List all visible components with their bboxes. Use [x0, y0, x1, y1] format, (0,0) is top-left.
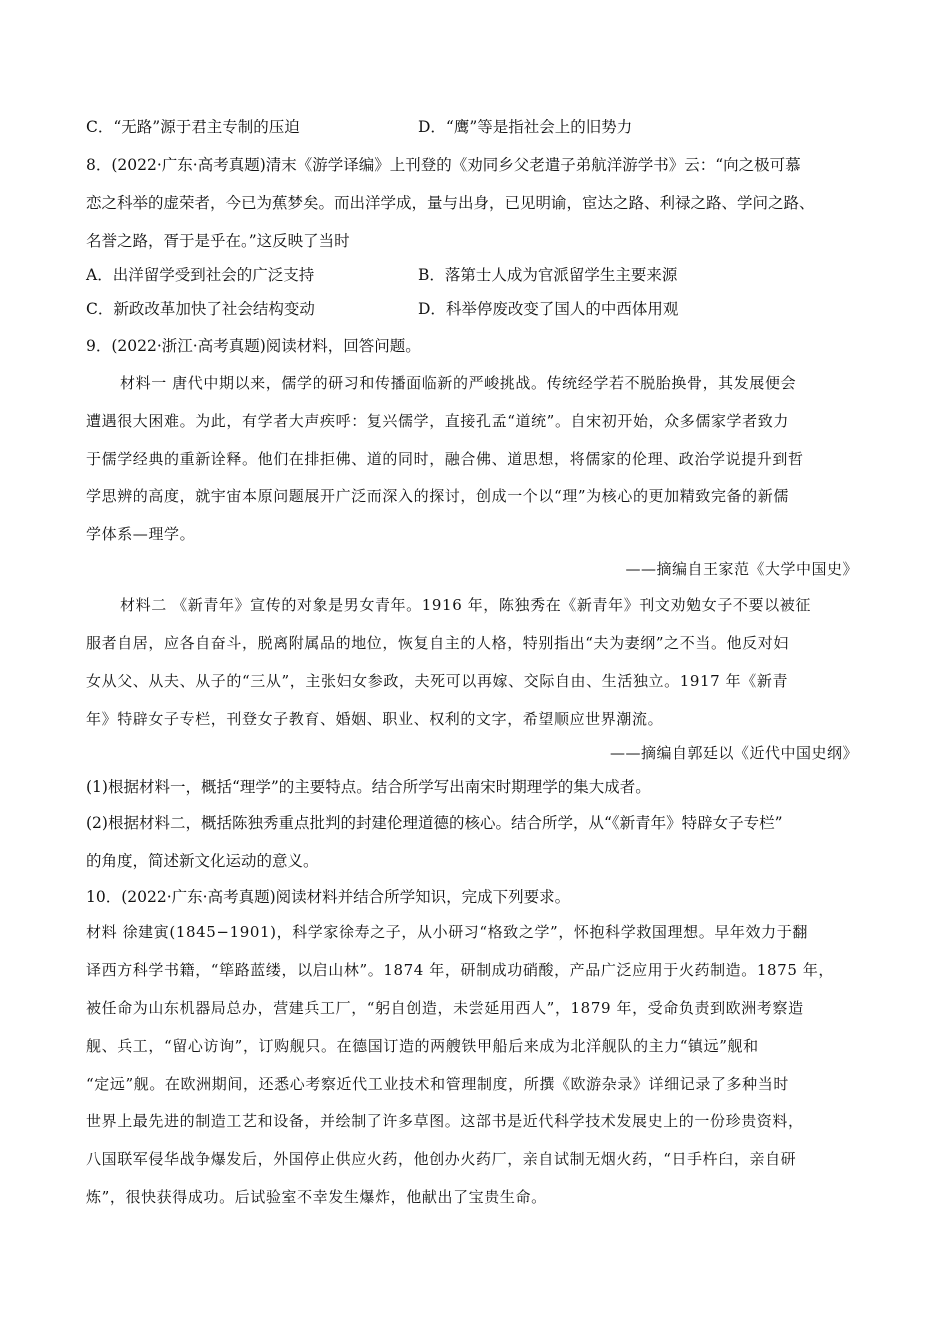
- q9-material2-line-2: 服者自居，应各自奋斗，脱离附属品的地位，恢复自主的人格，特别指出“夫为妻纲”之不当。他反对妇: [86, 634, 789, 652]
- q10-stem: 10．(2022·广东·高考真题)阅读材料并结合所学知识，完成下列要求。: [86, 888, 571, 906]
- q8-stem-line-2: 恋之科举的虚荣者，今已为蕉梦矣。而出洋学成，量与出身，已见明谕，宦达之路、利禄之路、学问之路、: [86, 194, 815, 212]
- q9-stem: 9．(2022·浙江·高考真题)阅读材料，回答问题。: [86, 337, 421, 355]
- q9-material1-line-3: 于儒学经典的重新诠释。他们在排拒佛、道的同时，融合佛、道思想，将儒家的伦理、政治学说提升到哲: [86, 450, 804, 468]
- q8-stem-line-3: 名誉之路，胥于是乎在。”这反映了当时: [86, 232, 350, 250]
- q10-material-line-6: 世界上最先进的制造工艺和设备，并绘制了许多草图。这部书是近代科学技术发展史上的一份珍贵资料，: [86, 1112, 804, 1130]
- q8-option-a: A．出洋留学受到社会的广泛支持: [86, 266, 315, 284]
- q9-material1-line-1: 材料一 唐代中期以来，儒学的研习和传播面临新的严峻挑战。传统经学若不脱胎换骨，其发展便会: [120, 374, 797, 392]
- q9-material2-line-3: 女从父、从夫、从子的“三从”，主张妇女参政，夫死可以再嫁、交际自由、生活独立。1917 年《新青: [86, 672, 789, 690]
- q8-option-b: B．落第士人成为官派留学生主要来源: [418, 266, 678, 284]
- q10-material-line-4: 舰、兵工，“留心访询”，订购舰只。在德国订造的两艘铁甲船后来成为北洋舰队的主力“镇远”舰和: [86, 1037, 759, 1055]
- q10-material-line-3: 被任命为山东机器局总办，营建兵工厂，“躬自创造，未尝延用西人”，1879 年，受命负责到欧洲考察造: [86, 999, 804, 1017]
- q9-material1-source: ——摘编自王家范《大学中国史》: [625, 560, 858, 578]
- q9-material1-line-2: 遭遇很大困难。为此，有学者大声疾呼：复兴儒学，直接孔孟“道统”。自宋初开始，众多儒家学者致力: [86, 412, 789, 430]
- q9-subquestion-2-line-2: 的角度，简述新文化运动的意义。: [86, 852, 319, 870]
- q8-stem-line-1: 8．(2022·广东·高考真题)清末《游学译编》上刊登的《劝同乡父老遣子弟航洋游学书》云：“向之极可慕: [86, 156, 801, 174]
- q9-material2-line-1: 材料二 《新青年》宣传的对象是男女青年。1916 年，陈独秀在《新青年》刊文劝勉女子不要以被征: [120, 596, 811, 614]
- q9-material1-line-5: 学体系—理学。: [86, 525, 196, 543]
- q10-material-line-5: “定远”舰。在欧洲期间，还悉心考察近代工业技术和管理制度，所撰《欧游杂录》详细记录了多种当时: [86, 1075, 789, 1093]
- q10-material-line-7: 八国联军侵华战争爆发后，外国停止供应火药，他创办火药厂，亲自试制无烟火药，“日手杵臼，亲自研: [86, 1150, 797, 1168]
- q8-option-c: C．新政改革加快了社会结构变动: [86, 300, 315, 318]
- q9-material2-source: ——摘编自郭廷以《近代中国史纲》: [609, 744, 858, 762]
- q9-subquestion-2-line-1: (2)根据材料二，概括陈独秀重点批判的封建伦理道德的核心。结合所学，从“《新青年》特辟女子专栏”: [86, 814, 783, 832]
- q10-material-line-8: 炼”，很快获得成功。后试验室不幸发生爆炸，他献出了宝贵生命。: [86, 1188, 547, 1206]
- q9-material2-line-4: 年》特辟女子专栏，刊登女子教育、婚姻、职业、权利的文字，希望顺应世界潮流。: [86, 710, 664, 728]
- q10-material-line-2: 译西方科学书籍，“筚路蓝缕，以启山林”。1874 年，研制成功硝酸，产品广泛应用于火药制造。1875 年，: [86, 961, 835, 979]
- q9-subquestion-1: (1)根据材料一，概括“理学”的主要特点。结合所学写出南宋时期理学的集大成者。: [86, 778, 651, 796]
- q7-option-d: D．“鹰”等是指社会上的旧势力: [418, 118, 633, 136]
- q7-option-c: C．“无路”源于君主专制的压迫: [86, 118, 300, 136]
- q8-option-d: D．科举停废改变了国人的中西体用观: [418, 300, 679, 318]
- q10-material-line-1: 材料 徐建寅(1845−1901)，科学家徐寿之子，从小研习“格致之学”，怀抱科学救国理想。早年效力于翻: [86, 923, 808, 941]
- q9-material1-line-4: 学思辨的高度，就宇宙本原问题展开广泛而深入的探讨，创成一个以“理”为核心的更加精致完备的新儒: [86, 487, 789, 505]
